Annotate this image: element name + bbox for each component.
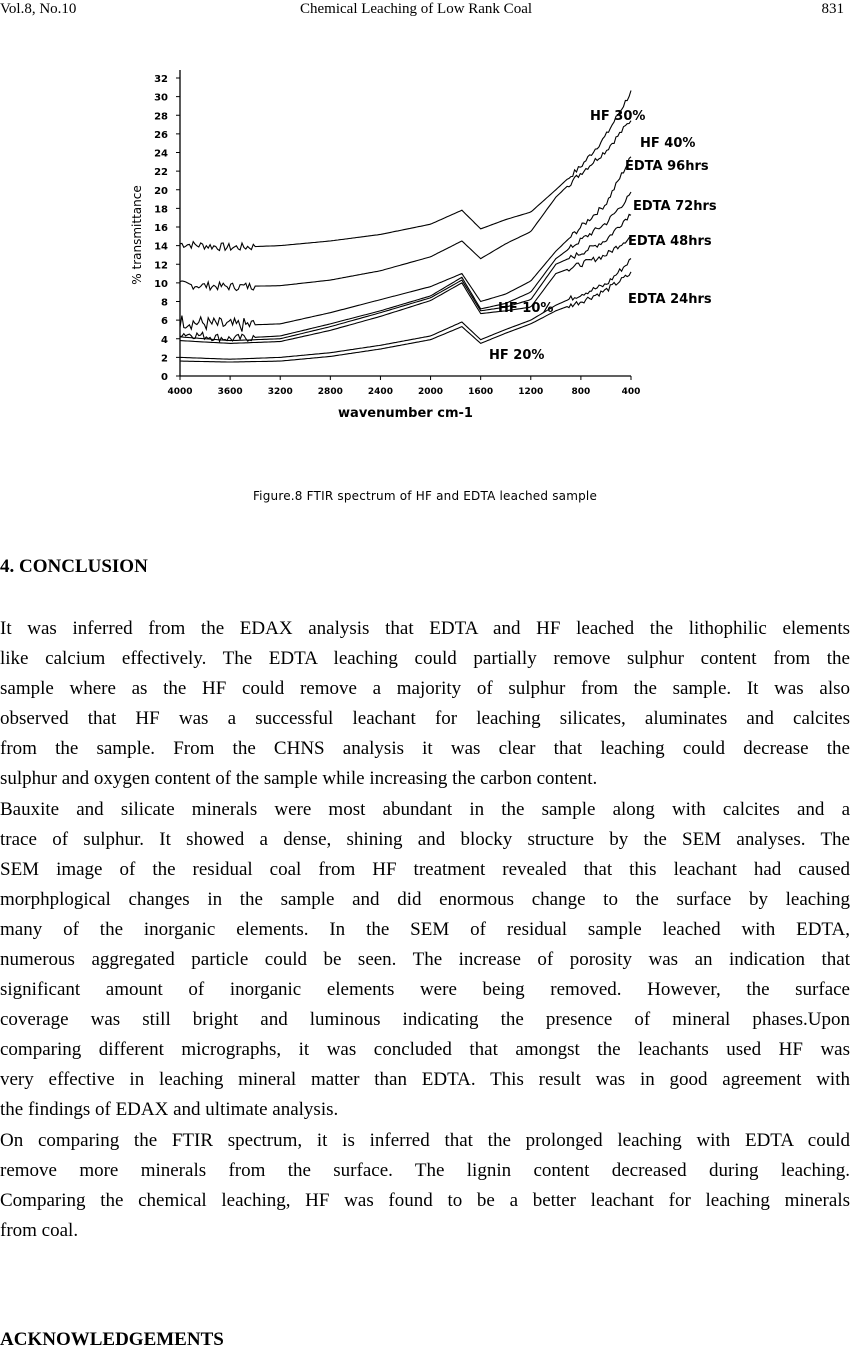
paragraph-line: observed that HF was a successful leachant for leaching silicates, aluminates and calcites [0,708,850,729]
x-tick-label: 4000 [167,387,193,397]
y-tick-label: 24 [154,148,168,160]
paragraph-line: sample where as the HF could remove a majority of sulphur from the sample. It was also [0,678,850,699]
conclusion-paragraph-2 [0,795,850,1125]
x-tick-label: 2000 [418,387,444,397]
conclusion-paragraph-1 [0,614,850,794]
paragraph-line: significant amount of inorganic elements were being removed. However, the surface [0,979,850,1000]
paragraph-line: sulphur and oxygen content of the sample while increasing the carbon content. [0,768,598,789]
y-tick-label: 2 [161,353,168,365]
paragraph-line: very effective in leaching mineral matter than EDTA. This result was in good agreement with [0,1069,850,1090]
conclusion-heading: 4. CONCLUSION [0,556,148,577]
y-tick-label: 28 [154,111,168,123]
x-axis-label: wavenumber cm-1 [338,406,473,421]
y-tick-label: 18 [154,204,168,216]
x-tick-label: 400 [621,387,641,397]
y-tick-label: 12 [154,260,168,272]
series-label: EDTA 48hrs [628,234,712,249]
series-line [180,192,631,342]
paragraph-line: from coal. [0,1220,79,1241]
paragraph-line: It was inferred from the EDAX analysis that EDTA and HF leached the lithophilic elements [0,618,850,639]
paragraph-line: like calcium effectively. The EDTA leaching could partially remove sulphur content from the [0,648,850,669]
x-tick-label: 800 [571,387,591,397]
y-tick-label: 14 [154,241,168,253]
y-tick-label: 20 [154,185,168,197]
y-tick-label: 4 [161,334,168,346]
paragraph-line: Bauxite and silicate minerals were most abundant in the sample along with calcites and a [0,799,850,820]
x-tick-label: 2400 [367,387,393,397]
y-tick-label: 8 [161,297,168,309]
page-header [0,0,850,22]
y-tick-label: 32 [154,74,168,85]
series-line [180,121,631,291]
x-tick-label: 2800 [317,387,343,397]
y-tick-label: 26 [154,129,168,141]
series-label: HF 30% [590,109,646,124]
paragraph-line: comparing different micrographs, it was concluded that amongst the leachants used HF was [0,1039,850,1060]
paragraph-line: remove more minerals from the surface. The lignin content decreased during leaching. [0,1160,850,1181]
paragraph-line: coverage was still bright and luminous indicating the presence of mineral phases.Upon [0,1009,850,1030]
page-number: 831 [821,1,844,17]
series-label: HF 20% [489,348,545,363]
paragraph-line: SEM image of the residual coal from HF treatment revealed that this leachant had caused [0,859,850,880]
paragraph-line: many of the inorganic elements. In the SEM of residual sample leached with EDTA, [0,919,850,940]
acknowledgements-heading: ACKNOWLEDGEMENTS [0,1329,224,1350]
paragraph-line: trace of sulphur. It showed a dense, shining and blocky structure by the SEM analyses. The [0,829,850,850]
x-tick-label: 3600 [217,387,243,397]
running-title: Chemical Leaching of Low Rank Coal [300,1,533,17]
paragraph-line: morphplogical changes in the sample and did enormous change to the surface by leaching [0,889,850,910]
y-axis-label: % transmittance [130,185,144,285]
series-label: EDTA 96hrs [625,159,709,174]
series-line [180,214,631,340]
paragraph-line: numerous aggregated particle could be seen. The increase of porosity was an indication that [0,949,850,970]
x-tick-label: 1200 [518,387,544,397]
y-tick-label: 6 [161,316,168,328]
y-tick-label: 16 [154,223,168,234]
series-line [180,91,631,251]
series-label: HF 40% [640,136,696,151]
paragraph-line: the findings of EDAX and ultimate analysis. [0,1099,339,1120]
paragraph-line: On comparing the FTIR spectrum, it is inferred that the prolonged leaching with EDTA could [0,1130,850,1151]
series-label: EDTA 24hrs [628,292,712,307]
x-tick-label: 1600 [468,387,494,397]
figure-caption: Figure.8 FTIR spectrum of HF and EDTA leached sample [252,489,598,503]
series-label: HF 10% [498,301,554,316]
paragraph-line: Comparing the chemical leaching, HF was found to be a better leachant for leaching minerals [0,1190,850,1211]
y-tick-label: 10 [154,278,168,290]
journal-volume: Vol.8, No.10 [0,1,77,17]
x-tick-label: 3200 [267,387,293,397]
series-label: EDTA 72hrs [633,199,717,214]
y-tick-label: 30 [154,92,168,104]
paragraph-line: from the sample. From the CHNS analysis it was clear that leaching could decrease the [0,738,850,759]
conclusion-paragraph-3 [0,1126,850,1246]
y-tick-label: 0 [161,372,168,383]
series-line [180,272,631,362]
y-tick-label: 22 [154,167,168,179]
ftir-chart [0,60,850,480]
